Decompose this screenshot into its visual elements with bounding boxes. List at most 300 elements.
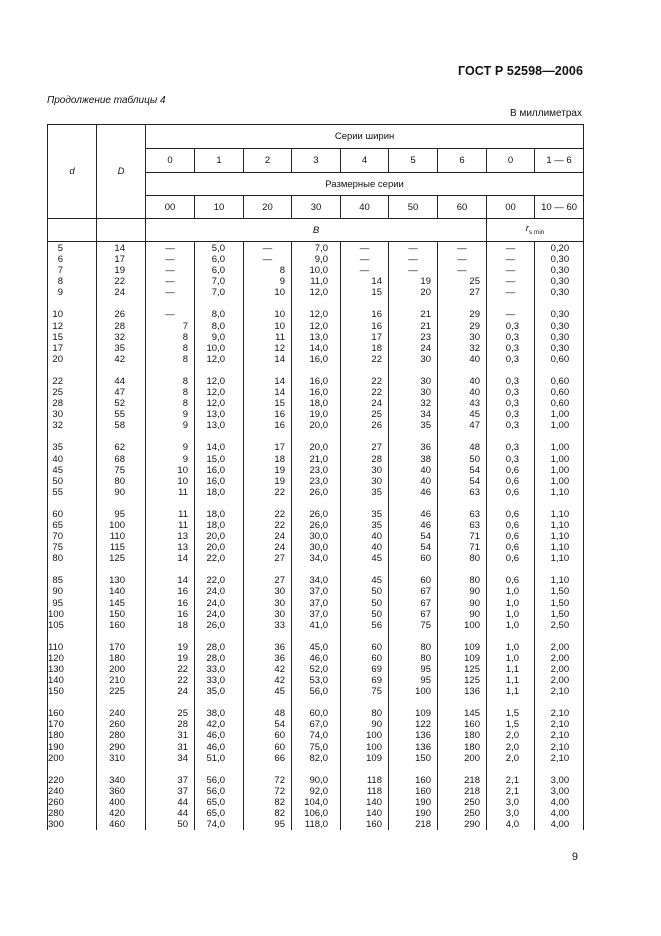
spacer-cell [389,298,438,309]
cell-B60: 32 [438,343,487,354]
cell-rs00: 1,0 [487,609,535,620]
spacer-cell [535,431,584,442]
table-row [48,719,584,730]
cell-B60: 29 [438,321,487,332]
cell-B50: 80 [389,653,438,664]
cell-rs00: 0,3 [487,387,535,398]
cell-rs16: 2,00 [535,642,584,653]
cell-B40: — [341,254,389,265]
cell-B60: 63 [438,487,487,498]
spacer-cell [292,498,341,509]
spacer-cell [487,631,535,642]
cell-B30: 16,0 [292,387,341,398]
cell-rs00: 1,0 [487,620,535,631]
cell-d: 28 [48,398,97,409]
cell-B00: 34 [146,753,195,764]
cell-B20: 9 [244,276,292,287]
table-row [48,553,584,564]
cell-d: 110 [48,642,97,653]
cell-B60: 80 [438,575,487,586]
cell-B40: 75 [341,686,389,697]
cell-rs16: 0,30 [535,265,584,276]
cell-rs16: 3,00 [535,786,584,797]
cell-rs16: 1,10 [535,553,584,564]
cell-B40: 26 [341,420,389,431]
cell-B60: 27 [438,287,487,298]
cell-B30: 46,0 [292,653,341,664]
cell-B30: 26,0 [292,520,341,531]
cell-B20: 82 [244,808,292,819]
cell-d: 90 [48,586,97,597]
cell-B60: — [438,265,487,276]
cell-B60: 218 [438,775,487,786]
cell-B30: 14,0 [292,343,341,354]
cell-rs00: 0,3 [487,409,535,420]
header-B: B [146,219,487,242]
spacer-cell [244,631,292,642]
cell-B20: 27 [244,553,292,564]
cell-rs16: 3,00 [535,775,584,786]
cell-D: 35 [97,343,146,354]
cell-B10: 22,0 [195,553,244,564]
cell-rs16: 2,00 [535,675,584,686]
spacer-cell [292,298,341,309]
cell-B40: 140 [341,808,389,819]
spacer-cell [341,298,389,309]
cell-B60: — [438,242,487,255]
cell-rs16: 4,00 [535,797,584,808]
spacer-cell [292,631,341,642]
cell-B20: 19 [244,465,292,476]
cell-rs00: — [487,309,535,320]
cell-D: 400 [97,797,146,808]
spacer-cell [97,764,146,775]
page-number: 9 [571,851,578,863]
cell-B20: 22 [244,487,292,498]
cell-B20: 30 [244,598,292,609]
table-row [48,575,584,586]
width-series-cell: 2 [244,149,292,173]
spacer-cell [195,498,244,509]
cell-B50: 30 [389,387,438,398]
cell-B30: 10,0 [292,265,341,276]
cell-d: 35 [48,442,97,453]
cell-B60: 100 [438,620,487,631]
cell-B20: 22 [244,520,292,531]
cell-B10: 38,0 [195,708,244,719]
cell-B50: 38 [389,454,438,465]
cell-d: 50 [48,476,97,487]
spacer-cell [244,697,292,708]
cell-D: 180 [97,653,146,664]
cell-B20: 33 [244,620,292,631]
cell-B20: 36 [244,653,292,664]
cell-rs16: 4,00 [535,808,584,819]
cell-rs16: 1,00 [535,454,584,465]
cell-B00: 13 [146,542,195,553]
cell-B30: 53,0 [292,675,341,686]
cell-B30: 11,0 [292,276,341,287]
cell-rs16: 0,20 [535,242,584,255]
cell-rs00: 0,6 [487,487,535,498]
table-row [48,398,584,409]
cell-D: 75 [97,465,146,476]
cell-B60: 40 [438,376,487,387]
cell-d: 8 [48,276,97,287]
cell-B10: 16,0 [195,465,244,476]
table-row [48,664,584,675]
cell-B10: 74,0 [195,819,244,830]
cell-B40: 17 [341,332,389,343]
dimension-series-cell: 00 [146,196,195,219]
cell-d: 65 [48,520,97,531]
spacer-cell [48,498,97,509]
cell-d: 170 [48,719,97,730]
cell-rs16: 1,00 [535,409,584,420]
cell-B10: 14,0 [195,442,244,453]
cell-rs16: 1,50 [535,598,584,609]
table-row [48,387,584,398]
cell-B00: — [146,287,195,298]
cell-B00: 8 [146,343,195,354]
cell-B10: 28,0 [195,642,244,653]
cell-B40: 24 [341,398,389,409]
cell-rs16: 2,50 [535,620,584,631]
spacer-cell [48,764,97,775]
cell-B40: 118 [341,786,389,797]
cell-d: 9 [48,287,97,298]
spacer-cell [97,298,146,309]
cell-B00: — [146,276,195,287]
cell-B00: 31 [146,742,195,753]
cell-rs00: 0,6 [487,531,535,542]
spacer-cell [97,365,146,376]
cell-B00: 50 [146,819,195,830]
cell-d: 22 [48,376,97,387]
cell-B60: 63 [438,520,487,531]
cell-d: 45 [48,465,97,476]
cell-B50: 54 [389,531,438,542]
cell-B30: 104,0 [292,797,341,808]
cell-D: 460 [97,819,146,830]
cell-B50: 100 [389,686,438,697]
cell-rs16: 0,30 [535,254,584,265]
cell-D: 200 [97,664,146,675]
cell-d: 32 [48,420,97,431]
cell-B10: 18,0 [195,509,244,520]
cell-B40: 30 [341,465,389,476]
cell-B50: 60 [389,553,438,564]
cell-rs16: 2,00 [535,653,584,664]
cell-B20: 16 [244,420,292,431]
cell-D: 47 [97,387,146,398]
cell-B10: 42,0 [195,719,244,730]
cell-D: 14 [97,242,146,255]
cell-B00: 37 [146,775,195,786]
cell-rs00: 2,0 [487,742,535,753]
cell-B60: 180 [438,730,487,741]
cell-B00: 10 [146,476,195,487]
cell-rs16: 1,10 [535,575,584,586]
cell-B10: 8,0 [195,321,244,332]
cell-B60: 54 [438,476,487,487]
cell-B60: 40 [438,354,487,365]
spacer-cell [389,365,438,376]
cell-rs00: 0,3 [487,442,535,453]
width-series-cell: 0 [146,149,195,173]
cell-D: 80 [97,476,146,487]
cell-B50: 46 [389,509,438,520]
cell-B30: 13,0 [292,332,341,343]
cell-B50: 136 [389,730,438,741]
cell-B00: 31 [146,730,195,741]
cell-B60: 30 [438,332,487,343]
cell-B60: 71 [438,531,487,542]
cell-B20: 14 [244,387,292,398]
spacer-cell [389,764,438,775]
cell-B50: 46 [389,520,438,531]
cell-D: 290 [97,742,146,753]
cell-D: 240 [97,708,146,719]
cell-B30: 90,0 [292,775,341,786]
cell-B30: 60,0 [292,708,341,719]
group-spacer [48,298,584,309]
cell-B30: 20,0 [292,442,341,453]
cell-B00: 25 [146,708,195,719]
cell-B30: 30,0 [292,531,341,542]
cell-D: 260 [97,719,146,730]
cell-B50: 218 [389,819,438,830]
cell-B40: 80 [341,708,389,719]
cell-B30: 20,0 [292,420,341,431]
table-row [48,586,584,597]
header-dimension-series: Размерные серии [146,173,584,196]
cell-B20: 16 [244,409,292,420]
cell-B10: 26,0 [195,620,244,631]
cell-B50: 109 [389,708,438,719]
cell-B60: 290 [438,819,487,830]
table-caption: Продолжение таблицы 4 [47,95,166,106]
table-row [48,520,584,531]
cell-D: 140 [97,586,146,597]
spacer-cell [535,631,584,642]
cell-B20: 42 [244,675,292,686]
cell-B20: 45 [244,686,292,697]
cell-B30: 12,0 [292,287,341,298]
cell-rs00: 1,1 [487,686,535,697]
cell-B60: 125 [438,664,487,675]
cell-B50: — [389,242,438,255]
table-row [48,442,584,453]
cell-B60: 109 [438,653,487,664]
cell-rs16: 2,10 [535,686,584,697]
spacer-cell [487,564,535,575]
cell-B60: 71 [438,542,487,553]
cell-D: 310 [97,753,146,764]
cell-d: 5 [48,242,97,255]
cell-B60: 50 [438,454,487,465]
cell-B00: 11 [146,487,195,498]
spacer-cell [97,431,146,442]
cell-rs16: 2,10 [535,708,584,719]
spacer-cell [341,764,389,775]
cell-B30: 23,0 [292,465,341,476]
cell-B10: 51,0 [195,753,244,764]
cell-D: 145 [97,598,146,609]
spacer-cell [146,298,195,309]
cell-B40: 30 [341,476,389,487]
spacer-cell [487,697,535,708]
cell-B40: 14 [341,276,389,287]
cell-d: 40 [48,454,97,465]
spacer-cell [97,697,146,708]
cell-B40: 18 [341,343,389,354]
cell-B60: 90 [438,598,487,609]
cell-B40: 109 [341,753,389,764]
cell-d: 100 [48,609,97,620]
cell-B10: 10,0 [195,343,244,354]
cell-B10: 24,0 [195,598,244,609]
cell-d: 300 [48,819,97,830]
cell-B40: 50 [341,598,389,609]
cell-B40: 40 [341,531,389,542]
cell-d: 120 [48,653,97,664]
document-title: ГОСТ Р 52598—2006 [457,64,583,78]
spacer-cell [146,764,195,775]
cell-d: 7 [48,265,97,276]
cell-d: 260 [48,797,97,808]
cell-B50: 67 [389,586,438,597]
cell-rs00: 1,0 [487,598,535,609]
cell-rs16: 2,10 [535,742,584,753]
header-D: D [97,125,146,219]
cell-B10: 56,0 [195,786,244,797]
spacer-cell [292,764,341,775]
cell-B20: 24 [244,542,292,553]
cell-B00: 8 [146,354,195,365]
cell-B30: 37,0 [292,598,341,609]
cell-rs16: 0,30 [535,309,584,320]
spacer-cell [487,764,535,775]
cell-rs16: 1,10 [535,487,584,498]
cell-B30: 56,0 [292,686,341,697]
spacer-cell [195,697,244,708]
cell-D: 55 [97,409,146,420]
spacer-cell [438,564,487,575]
table-row [48,819,584,830]
cell-B30: 37,0 [292,609,341,620]
table-row [48,321,584,332]
cell-B00: 22 [146,675,195,686]
cell-B60: 218 [438,786,487,797]
cell-B10: 18,0 [195,520,244,531]
spacer-cell [195,298,244,309]
cell-B40: 100 [341,730,389,741]
cell-B40: 118 [341,775,389,786]
cell-B50: 75 [389,620,438,631]
cell-d: 95 [48,598,97,609]
table-row [48,376,584,387]
cell-d: 15 [48,332,97,343]
spacer-cell [341,631,389,642]
cell-B50: 122 [389,719,438,730]
table-row [48,409,584,420]
table-row [48,487,584,498]
cell-B30: 74,0 [292,730,341,741]
cell-B50: 24 [389,343,438,354]
cell-d: 20 [48,354,97,365]
cell-B10: 6,0 [195,265,244,276]
spacer-cell [341,697,389,708]
spacer-cell [48,298,97,309]
spacer-cell [195,365,244,376]
cell-B00: 19 [146,653,195,664]
cell-B10: 7,0 [195,276,244,287]
cell-B10: 28,0 [195,653,244,664]
cell-rs00: 2,0 [487,753,535,764]
cell-B00: 14 [146,553,195,564]
cell-rs00: 0,3 [487,321,535,332]
cell-B20: 17 [244,442,292,453]
dimension-series-cell: 50 [389,196,438,219]
spacer-cell [438,498,487,509]
spacer-cell [438,298,487,309]
cell-rs00: 0,6 [487,520,535,531]
cell-B40: 35 [341,509,389,520]
cell-B10: 5,0 [195,242,244,255]
cell-D: 115 [97,542,146,553]
cell-rs00: 1,0 [487,642,535,653]
table-row [48,531,584,542]
cell-rs00: 2,1 [487,786,535,797]
cell-B10: 33,0 [195,664,244,675]
cell-B30: 18,0 [292,398,341,409]
cell-d: 190 [48,742,97,753]
cell-B10: 13,0 [195,420,244,431]
table-row [48,420,584,431]
cell-B00: 8 [146,332,195,343]
cell-B20: 95 [244,819,292,830]
spacer-cell [48,431,97,442]
cell-B40: 22 [341,354,389,365]
table-row [48,742,584,753]
cell-B40: 56 [341,620,389,631]
spacer-cell [535,764,584,775]
cell-B20: 60 [244,730,292,741]
cell-rs00: 0,6 [487,575,535,586]
cell-d: 6 [48,254,97,265]
cell-B60: 180 [438,742,487,753]
table-row [48,753,584,764]
cell-B40: 69 [341,675,389,686]
width-series-cell: 4 [341,149,389,173]
cell-B00: 9 [146,409,195,420]
spacer-cell [195,431,244,442]
cell-d: 12 [48,321,97,332]
cell-B30: 37,0 [292,586,341,597]
cell-rs16: 2,10 [535,719,584,730]
width-series-cell: 5 [389,149,438,173]
width-series-cell: 0 [487,149,535,173]
cell-B40: 140 [341,797,389,808]
cell-B30: 16,0 [292,376,341,387]
cell-rs00: — [487,287,535,298]
cell-B20: 48 [244,708,292,719]
cell-B30: 67,0 [292,719,341,730]
cell-B40: 35 [341,520,389,531]
cell-B40: 25 [341,409,389,420]
dimension-series-cell: 30 [292,196,341,219]
